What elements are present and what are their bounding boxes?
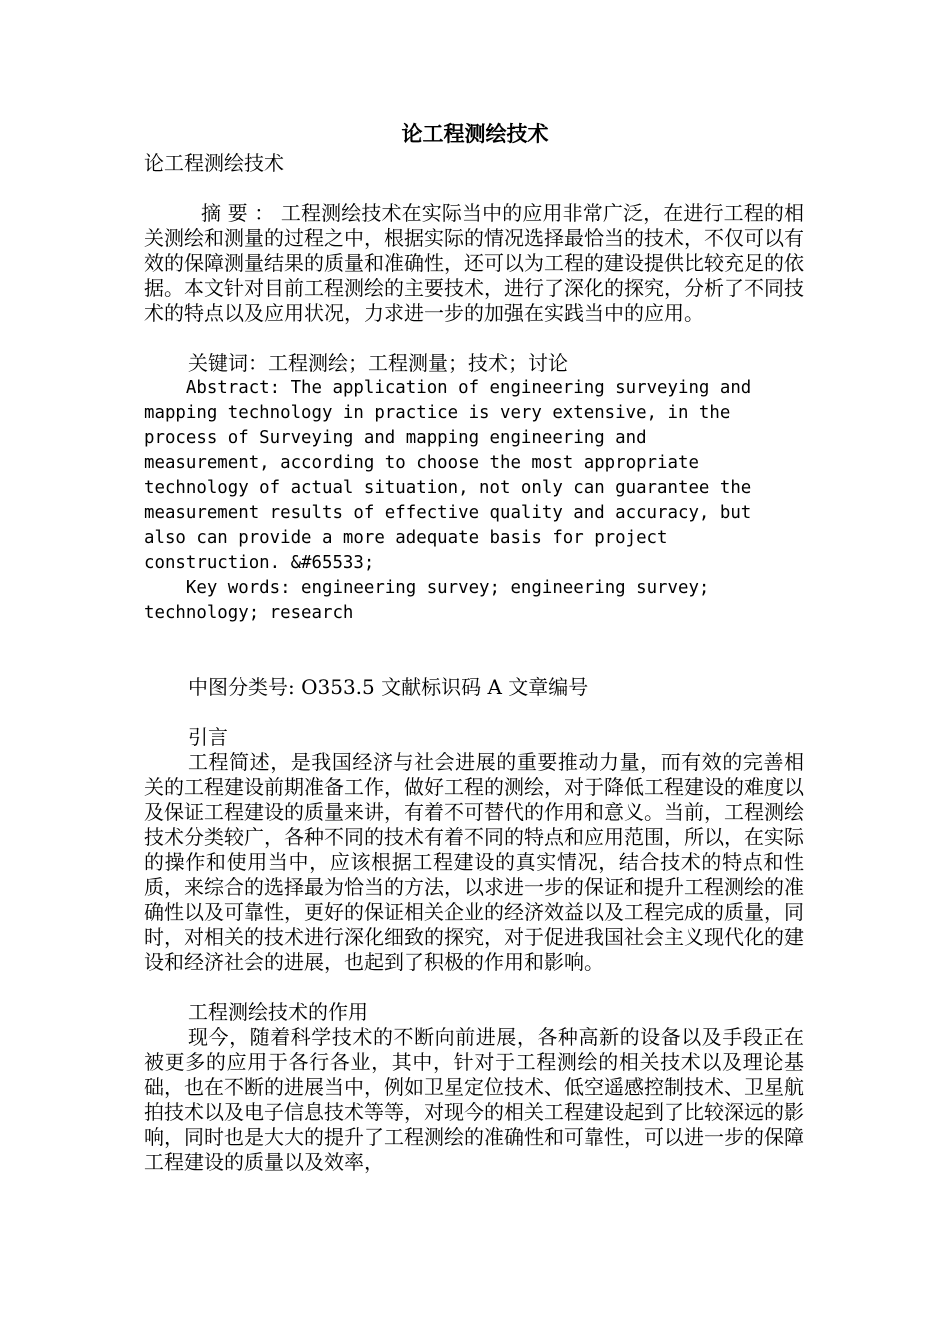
spacer <box>144 626 804 675</box>
spacer <box>144 975 804 1000</box>
section-body-intro: 工程简述，是我国经济与社会进展的重要推动力量，而有效的完善相关的工程建设前期准备工作，做好工程的测绘，对于降低工程建设的难度以及保证工程建设的质量来讲，有着不可替代的作用和意义。当前，工程测绘技术分类较广，各种不同的技术有着不同的特点和应用范围，所以，在实际的操作和使用当中，应该根据工程建设的真实情况，结合技术的特点和性质，来综合的选择最为恰当的方法，以求进一步的保证和提升工程测绘的准确性以及可靠性，更好的保证相关企业的经济效益以及工程完成的质量，同时，对相关的技术进行深化细致的探究，对于促进我国社会主义现代化的建设和经济社会的进展，也起到了积极的作用和影响。 <box>144 750 804 974</box>
spacer <box>144 326 804 351</box>
document-title: 论工程测绘技术 <box>401 121 549 146</box>
section-heading-role: 工程测绘技术的作用 <box>188 1000 368 1024</box>
spacer <box>144 176 804 201</box>
document-page <box>144 118 804 1175</box>
abstract-chinese: 摘 要 ： 工程测绘技术在实际当中的应用非常广泛，在进行工程的相关测绘和测量的过程之中，根据实际的情况选择最恰当的技术，不仅可以有效的保障测量结果的质量和准确性，还可以为工程的建设提供比较充足的依据。本文针对目前工程测绘的主要技术，进行了深化的探究，分析了不同技术的特点以及应用状况，力求进一步的加强在实践当中的应用。 <box>144 201 804 325</box>
section-heading-intro: 引言 <box>188 725 228 749</box>
abstract-english: Abstract: The application of engineering surveying and mapping technology in practice is very extensive, in the process of Surveying and mapping engineering and measurement, according to choose the most appropriate technology of actual situation, not only can guarantee the measurement results of effective quality and accuracy, but also can provide a more adequate basis for project construction. &#65533; <box>144 378 752 573</box>
spacer <box>144 700 804 725</box>
classification-line: 中图分类号: O353.5 文献标识码 A 文章编号 <box>188 675 589 699</box>
document-subtitle: 论工程测绘技术 <box>144 151 284 175</box>
section-body-role: 现今，随着科学技术的不断向前进展，各种高新的设备以及手段正在被更多的应用于各行各业，其中，针对于工程测绘的相关技术以及理论基础，也在不断的进展当中，例如卫星定位技术、低空遥感控制技术、卫星航拍技术以及电子信息技术等等，对现今的相关工程建设起到了比较深远的影响，同时也是大大的提升了工程测绘的准确性和可靠性，可以进一步的保障工程建设的质量以及效率， <box>144 1025 804 1174</box>
keywords-chinese: 关键词：工程测绘；工程测量；技术；讨论 <box>188 351 568 375</box>
keywords-english: Key words: engineering survey; engineering survey; technology; research <box>144 578 710 623</box>
